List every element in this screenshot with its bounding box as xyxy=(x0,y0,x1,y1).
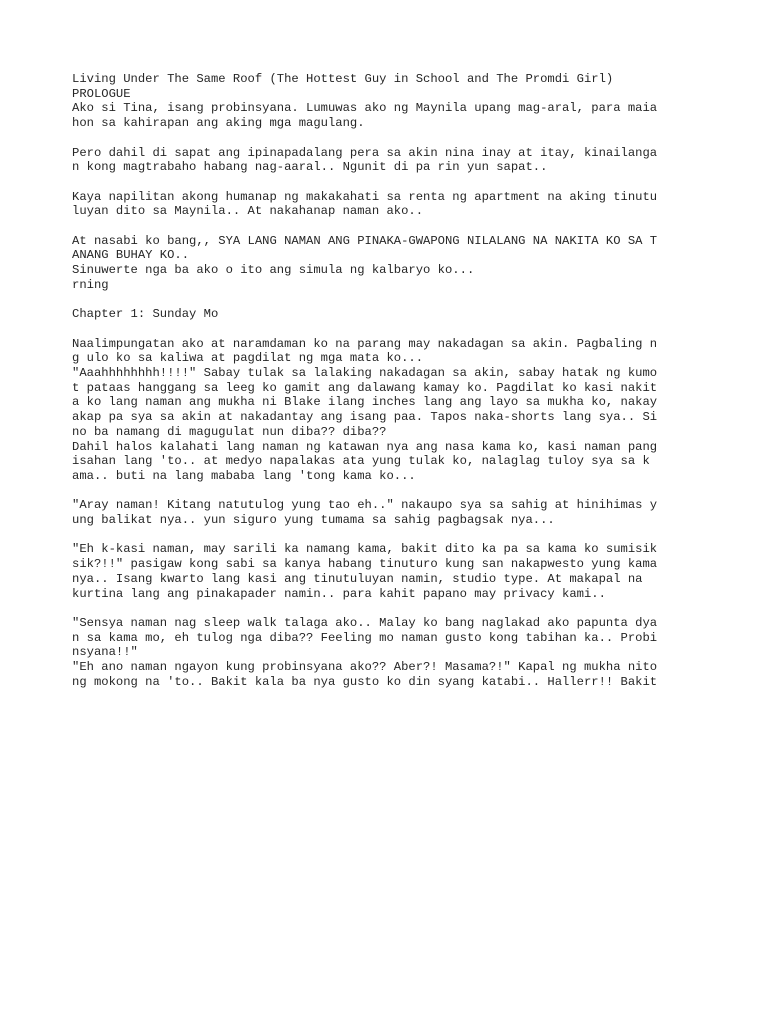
blank-line xyxy=(72,219,692,234)
blank-line xyxy=(72,528,692,543)
text-line: akap pa sya sa akin at nakadantay ang isang paa. Tapos naka-shorts lang sya.. Si xyxy=(72,410,658,425)
text-line: ung balikat nya.. yun siguro yung tumama sa sahig pagbagsak nya... xyxy=(72,513,555,527)
text-line: "Eh ano naman ngayon kung probinsyana ako?? Aber?! Masama?!" Kapal ng mukha nito xyxy=(72,660,658,674)
text-line: t pataas hanggang sa leeg ko gamit ang dalawang kamay ko. Pagdilat ko kasi nakit xyxy=(72,380,658,395)
text-line: n sa kama mo, eh tulog nga diba?? Feeling mo naman gusto kong tabihan ka.. Probi xyxy=(72,630,658,645)
chapter-heading: Chapter 1: Sunday Mo xyxy=(72,307,219,322)
blank-line xyxy=(72,484,692,499)
text-line: hon sa kahirapan ang aking mga magulang. xyxy=(72,116,365,131)
text-line: "Sensya naman nag sleep walk talaga ako.. Malay ko bang naglakad ako papunta dya xyxy=(72,615,658,630)
blank-line xyxy=(72,131,692,146)
text-line: "Eh k-kasi naman, may sarili ka namang kama, bakit dito ka pa sa kama ko sumisik xyxy=(72,542,658,557)
text-line: a ko lang naman ang mukha ni Blake ilang inches lang ang layo sa mukha ko, nakay xyxy=(72,395,658,410)
text-line: Pero dahil di sapat ang ipinapadalang pera sa akin nina inay at itay, kinailanga xyxy=(72,145,658,160)
text-line: rning xyxy=(72,277,109,292)
blank-line xyxy=(72,322,692,337)
document-page xyxy=(72,72,692,689)
text-line: "Aaahhhhhhhh!!!!" Sabay tulak sa lalaking nakadagan sa akin, sabay hatak ng kumo xyxy=(72,365,658,380)
text-line: nsyana!!" xyxy=(72,645,138,660)
text-line: "Aray naman! Kitang natutulog yung tao eh.." nakaupo sya sa sahig at hinihimas y xyxy=(72,498,658,513)
prologue-heading: PROLOGUE xyxy=(72,86,131,101)
text-line: Kaya napilitan akong humanap ng makakahati sa renta ng apartment na aking tinutu xyxy=(72,189,658,204)
text-line: n kong magtrabaho habang nag-aaral.. Ngunit di pa rin yun sapat.. xyxy=(72,160,548,175)
text-line: Naalimpungatan ako at naramdaman ko na parang may nakadagan sa akin. Pagbaling n xyxy=(72,336,658,351)
blank-line xyxy=(72,175,692,190)
text-line: isahan lang 'to.. at medyo napalakas ata yung tulak ko, nalaglag tuloy sya sa k xyxy=(72,454,650,469)
text-line: sik?!!" pasigaw kong sabi sa kanya habang tinuturo kung san nakapwesto yung kama xyxy=(72,557,658,572)
text-line: no ba namang di magugulat nun diba?? diba?? xyxy=(72,424,387,439)
text-line: kurtina lang ang pinakapader namin.. para kahit papano may privacy kami.. xyxy=(72,586,606,601)
text-line: Ako si Tina, isang probinsyana. Lumuwas ako ng Maynila upang mag-aral, para maia xyxy=(72,101,658,116)
text-line: ANANG BUHAY KO.. xyxy=(72,248,190,263)
text-line: Sinuwerte nga ba ako o ito ang simula ng kalbaryo ko... xyxy=(72,263,475,278)
text-line: Dahil halos kalahati lang naman ng katawan nya ang nasa kama ko, kasi naman pang xyxy=(72,439,658,454)
doc-title: Living Under The Same Roof (The Hottest Guy in School and The Promdi Girl) xyxy=(72,72,614,86)
text-line: At nasabi ko bang,, SYA LANG NAMAN ANG PINAKA-GWAPONG NILALANG NA NAKITA KO SA T xyxy=(72,233,658,248)
text-line: ama.. buti na lang mababa lang 'tong kama ko... xyxy=(72,468,416,483)
blank-line xyxy=(72,293,692,308)
text-line: ng mokong na 'to.. Bakit kala ba nya gusto ko din syang katabi.. Hallerr!! Bakit xyxy=(72,674,658,689)
blank-line xyxy=(72,601,692,616)
text-line: g ulo ko sa kaliwa at pagdilat ng mga mata ko... xyxy=(72,351,424,366)
text-line: nya.. Isang kwarto lang kasi ang tinutuluyan namin, studio type. At makapal na xyxy=(72,571,643,586)
text-line: luyan dito sa Maynila.. At nakahanap naman ako.. xyxy=(72,204,424,219)
